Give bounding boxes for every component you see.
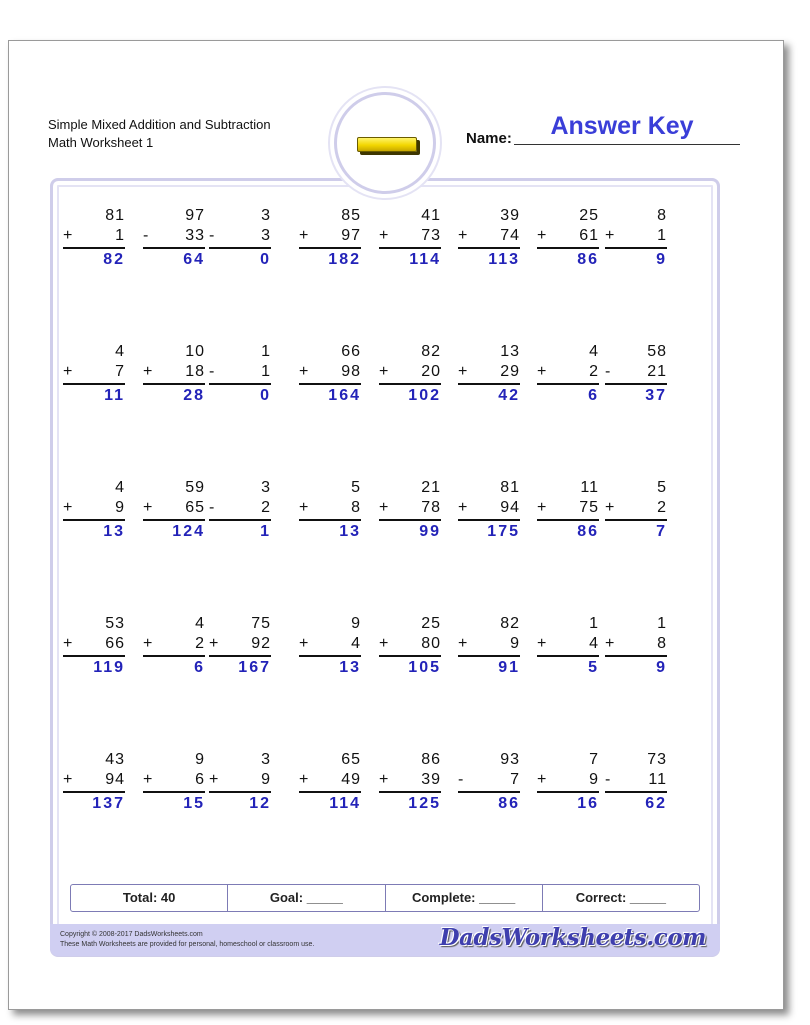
math-problem [379, 750, 441, 815]
problem-bottom-number: 1 [657, 227, 667, 244]
problem-bottom-number: 7 [115, 363, 125, 380]
problem-bottom-number: 98 [341, 363, 361, 380]
problem-top-number: 4 [589, 343, 599, 360]
summary-goal: Goal: _____ [228, 885, 385, 911]
problem-bottom-number: 73 [421, 227, 441, 244]
problem-bottom-row [605, 634, 667, 654]
problem-bottom-number: 8 [657, 635, 667, 652]
problem-answer: 0 [260, 387, 271, 404]
operator-sign: + [143, 771, 154, 788]
problem-top-number: 3 [261, 751, 271, 768]
problem-answer: 0 [260, 251, 271, 268]
problem-bottom-number: 94 [105, 771, 125, 788]
summary-complete: Complete: _____ [386, 885, 543, 911]
problem-bottom-row [458, 634, 520, 654]
math-problem [537, 750, 599, 815]
problem-answer: 105 [408, 659, 441, 676]
problem-bottom-number: 2 [657, 499, 667, 516]
problem-top-number: 13 [500, 343, 520, 360]
problem-bottom-row [299, 498, 361, 518]
problem-bottom-row [537, 498, 599, 518]
problem-bottom-number: 1 [115, 227, 125, 244]
problem-answer: 9 [656, 251, 667, 268]
problem-bottom-number: 4 [351, 635, 361, 652]
problem-answer: 37 [645, 387, 667, 404]
problem-answer: 62 [645, 795, 667, 812]
operator-sign: - [209, 363, 216, 380]
operator-sign: + [143, 635, 154, 652]
problem-answer: 9 [656, 659, 667, 676]
operator-sign: + [379, 771, 390, 788]
operator-sign: + [537, 771, 548, 788]
math-problem [605, 206, 667, 271]
name-line [514, 144, 740, 145]
problem-answer: 113 [488, 251, 520, 268]
problem-bottom-row [299, 362, 361, 382]
problem-bottom-row [63, 226, 125, 246]
math-problem [143, 478, 205, 543]
problem-bottom-row [209, 770, 271, 790]
problem-bottom-number: 2 [195, 635, 205, 652]
problem-bottom-number: 66 [105, 635, 125, 652]
problem-bottom-row [299, 770, 361, 790]
math-problem [209, 750, 271, 815]
operator-sign: + [379, 227, 390, 244]
math-problem [63, 478, 125, 543]
problem-answer: 13 [339, 659, 361, 676]
operator-sign: - [209, 499, 216, 516]
operator-sign: + [209, 635, 220, 652]
problem-top-number: 9 [351, 615, 361, 632]
problem-bottom-number: 39 [421, 771, 441, 788]
math-problem [143, 342, 205, 407]
operator-sign: + [379, 635, 390, 652]
math-problem [458, 478, 520, 543]
site-logo: DadsWorksheets.com [439, 924, 706, 951]
math-problem [63, 206, 125, 271]
math-problem [209, 342, 271, 407]
answer-key-text: Answer Key [550, 112, 694, 140]
problem-answer: 182 [328, 251, 361, 268]
math-problem [537, 478, 599, 543]
operator-sign: - [209, 227, 216, 244]
problem-bottom-row [458, 498, 520, 518]
operator-sign: + [379, 499, 390, 516]
math-problem [209, 206, 271, 271]
operator-sign: + [299, 635, 310, 652]
operator-sign: - [458, 771, 465, 788]
problem-answer: 137 [92, 795, 125, 812]
operator-sign: + [209, 771, 220, 788]
problem-bottom-row [63, 498, 125, 518]
problem-top-number: 41 [421, 207, 441, 224]
problem-bottom-number: 21 [647, 363, 667, 380]
problem-top-number: 11 [580, 479, 599, 496]
math-problem [143, 614, 205, 679]
problem-top-number: 43 [105, 751, 125, 768]
problem-top-number: 86 [421, 751, 441, 768]
problem-answer: 119 [93, 659, 125, 676]
problem-top-number: 93 [500, 751, 520, 768]
problem-top-number: 7 [589, 751, 599, 768]
problem-bottom-row [379, 770, 441, 790]
problem-answer: 164 [328, 387, 361, 404]
problem-top-number: 85 [341, 207, 361, 224]
title-line-1: Simple Mixed Addition and Subtraction [48, 117, 271, 132]
problem-bottom-number: 9 [115, 499, 125, 516]
problem-top-number: 25 [421, 615, 441, 632]
problem-bottom-number: 94 [500, 499, 520, 516]
problem-answer: 6 [194, 659, 205, 676]
problem-top-number: 3 [261, 207, 271, 224]
problem-answer: 13 [339, 523, 361, 540]
problem-answer: 82 [103, 251, 125, 268]
problem-top-number: 4 [115, 343, 125, 360]
problem-bottom-number: 4 [589, 635, 599, 652]
problem-answer: 102 [408, 387, 441, 404]
math-problem [458, 342, 520, 407]
problem-top-number: 10 [185, 343, 205, 360]
operator-sign: + [458, 363, 469, 380]
problem-bottom-number: 2 [589, 363, 599, 380]
summary-bar [70, 884, 700, 912]
operator-sign: + [379, 363, 390, 380]
problem-bottom-number: 78 [421, 499, 441, 516]
problem-answer: 42 [498, 387, 520, 404]
math-problem [537, 342, 599, 407]
problem-bottom-number: 92 [251, 635, 271, 652]
problem-answer: 99 [419, 523, 441, 540]
math-problem [209, 478, 271, 543]
operator-sign: - [143, 227, 150, 244]
problem-bottom-row [143, 362, 205, 382]
problem-top-number: 81 [105, 207, 125, 224]
problem-answer: 114 [409, 251, 441, 268]
problem-bottom-number: 74 [500, 227, 520, 244]
problem-answer: 12 [249, 795, 271, 812]
problem-bottom-row [537, 634, 599, 654]
problem-answer: 125 [408, 795, 441, 812]
operator-sign: + [63, 635, 74, 652]
operator-sign: + [458, 499, 469, 516]
problem-bottom-number: 75 [579, 499, 599, 516]
math-problem [299, 750, 361, 815]
problem-bottom-row [143, 634, 205, 654]
problem-top-number: 75 [251, 615, 271, 632]
problem-bottom-row [605, 362, 667, 382]
math-problem [379, 614, 441, 679]
math-problem [605, 614, 667, 679]
problem-bottom-row [537, 226, 599, 246]
problem-answer: 86 [577, 251, 599, 268]
problem-answer: 28 [183, 387, 205, 404]
problem-bottom-row [299, 226, 361, 246]
problem-bottom-number: 80 [421, 635, 441, 652]
problem-top-number: 25 [579, 207, 599, 224]
problem-answer: 114 [329, 795, 361, 812]
problem-bottom-row [209, 498, 271, 518]
problem-answer: 11 [104, 387, 125, 404]
operator-sign: + [63, 227, 74, 244]
problem-bottom-number: 11 [648, 771, 667, 788]
operator-sign: + [537, 363, 548, 380]
title-line-2: Math Worksheet 1 [48, 135, 154, 150]
problem-top-number: 58 [647, 343, 667, 360]
problem-bottom-row [537, 362, 599, 382]
math-problem [299, 478, 361, 543]
problem-top-number: 66 [341, 343, 361, 360]
operation-badge [334, 92, 436, 194]
problem-answer: 6 [588, 387, 599, 404]
math-problem [458, 614, 520, 679]
math-problem [299, 342, 361, 407]
minus-sign-icon [357, 137, 417, 152]
problem-answer: 7 [656, 523, 667, 540]
math-problem [63, 750, 125, 815]
problem-bottom-row [143, 770, 205, 790]
operator-sign: + [537, 499, 548, 516]
problem-top-number: 4 [115, 479, 125, 496]
operator-sign: + [605, 635, 616, 652]
problem-bottom-number: 3 [261, 227, 271, 244]
operator-sign: - [605, 363, 612, 380]
operator-sign: + [299, 499, 310, 516]
footer [50, 924, 720, 956]
operator-sign: - [605, 771, 612, 788]
operator-sign: + [537, 635, 548, 652]
problem-top-number: 73 [647, 751, 667, 768]
problem-bottom-row [209, 362, 271, 382]
problem-top-number: 8 [657, 207, 667, 224]
copyright-text: Copyright © 2008-2017 DadsWorksheets.com [60, 931, 203, 938]
problem-answer: 64 [183, 251, 205, 268]
problem-bottom-row [209, 226, 271, 246]
problem-top-number: 82 [421, 343, 441, 360]
math-problem [379, 206, 441, 271]
problem-top-number: 65 [341, 751, 361, 768]
problem-bottom-number: 65 [185, 499, 205, 516]
problem-bottom-row [209, 634, 271, 654]
problem-bottom-number: 8 [351, 499, 361, 516]
name-label: Name: [466, 130, 512, 147]
math-problem [379, 478, 441, 543]
math-problem [299, 206, 361, 271]
problem-bottom-row [537, 770, 599, 790]
problem-top-number: 4 [195, 615, 205, 632]
math-problem [458, 750, 520, 815]
problem-answer: 1 [260, 523, 271, 540]
problem-bottom-row [605, 226, 667, 246]
problem-bottom-row [299, 634, 361, 654]
problem-bottom-number: 29 [500, 363, 520, 380]
problem-bottom-row [458, 770, 520, 790]
operator-sign: + [605, 499, 616, 516]
math-problem [143, 750, 205, 815]
problem-bottom-number: 9 [510, 635, 520, 652]
problem-top-number: 1 [589, 615, 599, 632]
operator-sign: + [299, 227, 310, 244]
problem-top-number: 39 [500, 207, 520, 224]
problem-bottom-row [458, 226, 520, 246]
problem-answer: 86 [577, 523, 599, 540]
problem-bottom-number: 1 [261, 363, 271, 380]
operator-sign: + [299, 771, 310, 788]
problem-bottom-row [379, 226, 441, 246]
problem-bottom-number: 9 [261, 771, 271, 788]
operator-sign: + [537, 227, 548, 244]
operator-sign: + [458, 635, 469, 652]
operator-sign: + [458, 227, 469, 244]
problem-answer: 5 [588, 659, 599, 676]
problem-bottom-number: 2 [261, 499, 271, 516]
problem-bottom-row [63, 770, 125, 790]
problem-top-number: 9 [195, 751, 205, 768]
problems-frame [50, 178, 720, 957]
problem-bottom-row [605, 498, 667, 518]
operator-sign: + [63, 499, 74, 516]
problem-answer: 86 [498, 795, 520, 812]
problem-bottom-number: 49 [341, 771, 361, 788]
operator-sign: + [605, 227, 616, 244]
problem-answer: 91 [498, 659, 520, 676]
problem-top-number: 97 [185, 207, 205, 224]
problem-top-number: 81 [500, 479, 520, 496]
problem-answer: 175 [487, 523, 520, 540]
problem-bottom-number: 20 [421, 363, 441, 380]
operator-sign: + [63, 363, 74, 380]
problem-bottom-number: 61 [579, 227, 599, 244]
problem-top-number: 59 [185, 479, 205, 496]
problem-top-number: 1 [261, 343, 271, 360]
problem-top-number: 82 [500, 615, 520, 632]
math-problem [605, 478, 667, 543]
math-problem [605, 342, 667, 407]
math-problem [537, 614, 599, 679]
problem-top-number: 5 [657, 479, 667, 496]
problem-answer: 16 [577, 795, 599, 812]
problem-bottom-row [605, 770, 667, 790]
problem-answer: 13 [103, 523, 125, 540]
problem-bottom-row [143, 498, 205, 518]
problem-bottom-row [63, 634, 125, 654]
problem-bottom-number: 33 [185, 227, 205, 244]
problem-bottom-number: 97 [341, 227, 361, 244]
math-problem [537, 206, 599, 271]
operator-sign: + [299, 363, 310, 380]
problem-top-number: 21 [421, 479, 441, 496]
operator-sign: + [143, 363, 154, 380]
summary-total: Total: 40 [71, 885, 228, 911]
problem-top-number: 3 [261, 479, 271, 496]
problem-answer: 15 [183, 795, 205, 812]
problem-bottom-number: 18 [185, 363, 205, 380]
problem-bottom-row [63, 362, 125, 382]
operator-sign: + [63, 771, 74, 788]
problem-top-number: 1 [657, 615, 667, 632]
problem-bottom-number: 6 [195, 771, 205, 788]
math-problem [458, 206, 520, 271]
problem-bottom-number: 9 [589, 771, 599, 788]
problem-bottom-row [458, 362, 520, 382]
problem-bottom-row [379, 634, 441, 654]
problem-bottom-row [143, 226, 205, 246]
math-problem [63, 342, 125, 407]
copyright [60, 930, 314, 950]
math-problem [605, 750, 667, 815]
math-problem [379, 342, 441, 407]
math-problem [63, 614, 125, 679]
problem-bottom-row [379, 362, 441, 382]
math-problem [299, 614, 361, 679]
problem-bottom-number: 7 [510, 771, 520, 788]
problem-answer: 124 [172, 523, 205, 540]
problem-top-number: 53 [105, 615, 125, 632]
summary-correct: Correct: _____ [575, 890, 667, 905]
operator-sign: + [143, 499, 154, 516]
usage-notice: These Math Worksheets are provided for personal, homeschool or classroom use. [60, 941, 315, 948]
problem-top-number: 5 [351, 479, 361, 496]
math-problem [209, 614, 271, 679]
problem-bottom-row [379, 498, 441, 518]
worksheet-title [48, 116, 271, 152]
math-problem [143, 206, 205, 271]
problem-answer: 167 [238, 659, 271, 676]
